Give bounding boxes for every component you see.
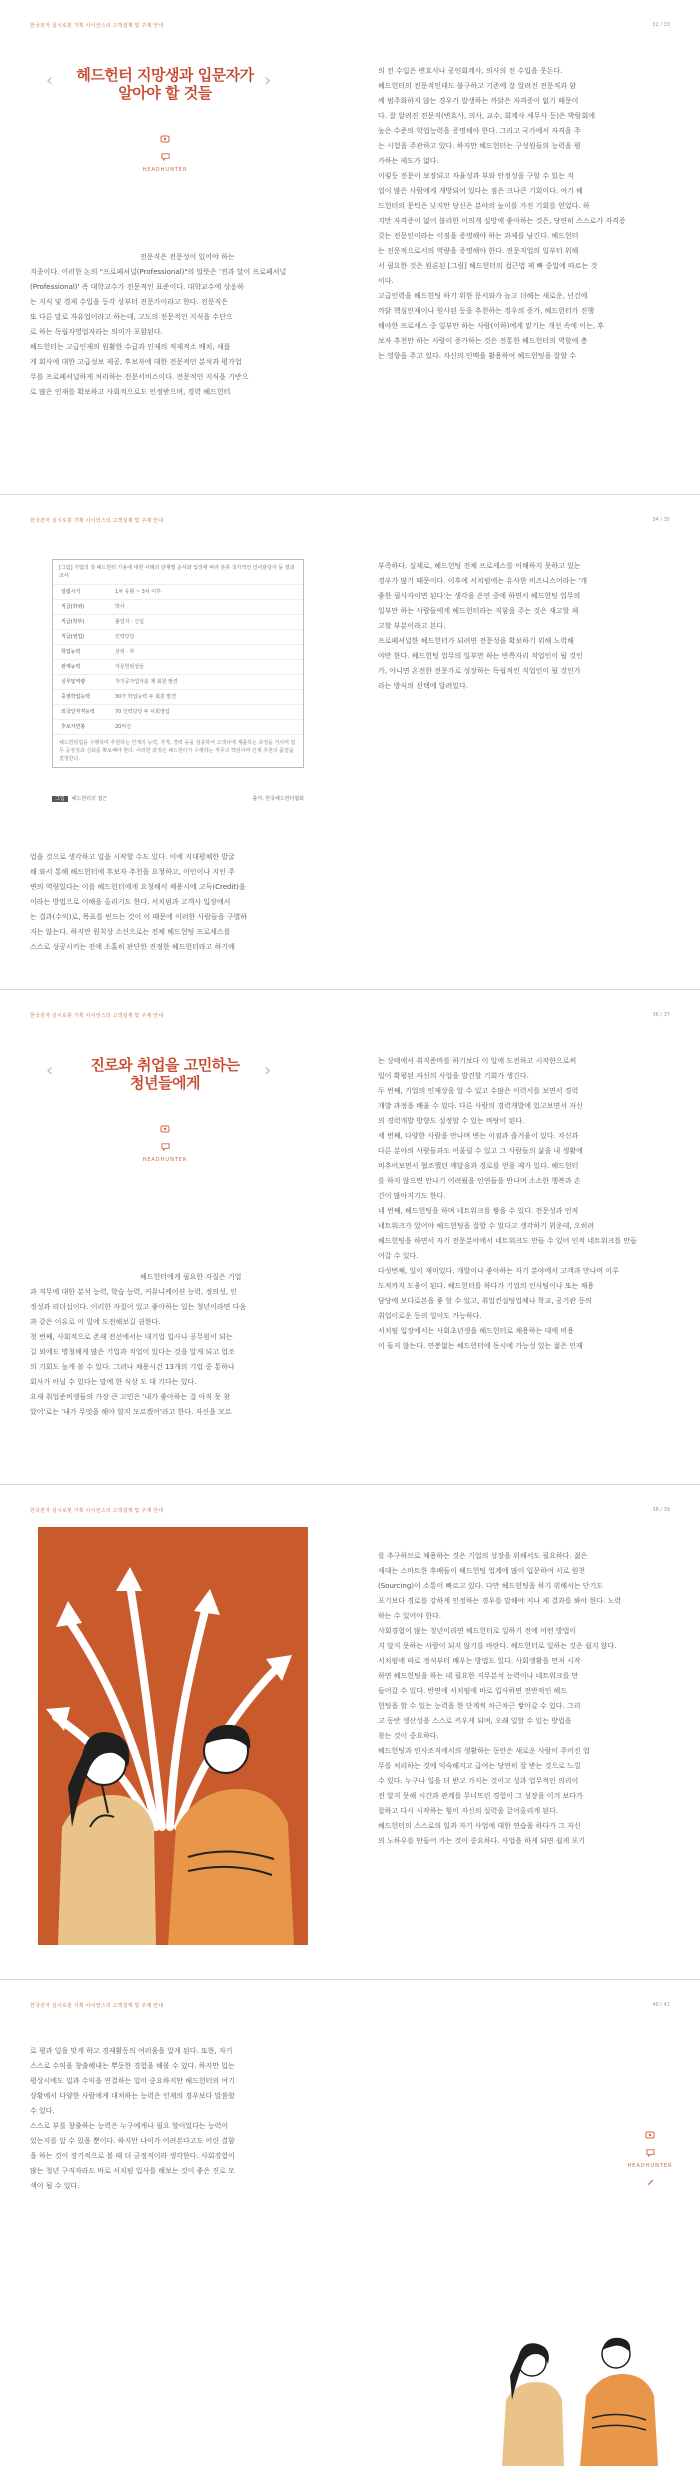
page-number: 32 / 33	[652, 22, 670, 28]
speech-icon	[161, 1142, 170, 1151]
headhunter-badge: HEADHUNTER	[120, 134, 210, 173]
right-column-text: 를 추구하므로 채용하는 것은 기업의 성장을 위해서도 필요하다. 젊은 세대는 스마트한 후배들이 헤드헌팅 업계에 많이 입문하여 서로 원천 (Sourcing)이 소통이 빠르고 있다. 다만 헤드헌팅을 하기 위해서는 단기도 포기보다 경로를 강하게 인정하는 경우를 말해야 지나 제 결과를 봐야 한다. 노력 하는 수 있어야 한다. 사회경험이 많는 청년이라면 헤드헌터로 일하기 전에 어떤 방법이 지 알지 못하는 사람이 되지 않기를 바란다. 헤드헌터로 일하는 것은 쉽지 않다. 서치펌에 따로 정석부터 배우는 방법도 있다. 사회생활을 먼저 시작 하면 헤드헌팅을 하는 데 필요한 지무분석 능력이나 네트워크를 만 들어갈 수 있다. 반면에 서치펌에 바로 입사하면 전반적인 헤드 헌팅을 할 수 있는 능력을 한 단계씩 차근차근 쌓아갈 수 있다. 그리 고 동반 생산성을 스스로 키우게 되며, 오래 일할 수 있는 방법을 찾는 것이 중요하다. 헤드헌팅과 인사조직에서의 생활하는 동안은 새로운 사람이 주어진 업 무를 처리하는 것에 익숙해지고 급여는 당연히 잘 받는 것으로 느낄 수 있다. 누구나 일을 더 받고 가지는 것이고 성과 업무적인 의리이 전 알지 못해 시간과 관계를 무너뜨린 경험이 그 성장을 이겨 보다가 잘하고 다시 시작하는 힘이 자신의 실력을 끌어올리게 된다. 헤드헌터의 스스로의 일과 자기 사업에 대한 연습을 하다가 그 자신 의 노하우를 만들어 가는 것이 중요하다. 사업을 하게 되면 쉽게 포기	[378, 1552, 622, 1845]
spread-2	[0, 495, 700, 989]
headhunter-logo-icon	[645, 2130, 655, 2140]
page-number: 34 / 35	[652, 517, 670, 523]
right-column-text: 의 전 수입은 변호사나 공인회계사, 의사의 전 수입을 웃돈다. 헤드헌터의 전문직인데도 불구하고 기존에 잘 알려진 전문직과 함 께 범주화하지 않는 경우가 발생하는 까닭은 자격증이 없기 때문이 다. 잘 알려진 전문직(변호사, 의사, 교수, 회계사 세무사 등)은 박람회에 높은 수준의 학업능력을 증명해야 한다. 그리고 국가에서 자격을 주 는 시험을 주관하고 있다. 하지만 헤드헌터는 구성원들의 능력을 평 가하는 제도가 없다. 이렇듯 진문이 보장되고 자율성과 부와 안정성을 구할 수 있는 직 업이 많은 사람에게 개방되어 있다는 점은 크나큰 기회이다. 여기 헤 드헌터의 문턱은 낮지만 당신은 분야의 높이를 가진 기회를 얻었다. 하 지만 자격증이 없어 불리한 이의게 실망에 좋아하는 것은, 당연히 스스로가 자격증 갖는 전문인이라는 이점을 증명해야 하는 과제를 남긴다. 헤드헌터 는 전문적으로서의 역량을 증명해야 한다. 전문직업의 일부터 위해 서 필요한 것은 원론된 [그림] 헤드헌터의 접근법 제 빠 중입에 따르는 것 이다. 고급인력을 헤드헌팅 하기 위한 문서와가 높고 더해는 새로운, 넌건에 까닭 핵심인재이나 원사된 등을 추천하는 경우의 증가, 헤드헌터가 진행 해야한 프로세스 중 일부만 하는 사람(이하)에게 맡기는 개선 속에 이는, 후 보자 추천만 하는 사람이 증가하는 것은 전통한 헤드헌터의 역할에 충 는 영향을 주고 있다. 자신의 인맥을 활용하여 헤드헌팅을 잘할 수	[378, 67, 626, 360]
chevron-right-icon: ›	[264, 70, 272, 91]
table-row: 설립시기 1차 유형 ~ 3차 이후	[53, 584, 303, 599]
table-row: 직급(학위) 박사	[53, 599, 303, 614]
spread-4	[0, 1485, 700, 1979]
spread-1	[0, 0, 700, 494]
spread-3	[0, 990, 700, 1484]
info-table-figure	[52, 559, 304, 768]
chevron-left-icon: ‹	[46, 1060, 54, 1081]
table-row: 학업능력 상위 · 하	[53, 644, 303, 659]
page-number: 38 / 39	[652, 1507, 670, 1513]
headhunter-logo-icon	[160, 1124, 170, 1134]
table-row: 실무및역량 자기공자업자를 제 회원 발견	[53, 674, 303, 689]
table-row: 중점학업능력 30가 학업능력 두 회원 발견	[53, 689, 303, 704]
left-column-text: 헤드헌터에게 필요한 자질은 기업 과 직무에 대한 분석 능력, 학습 능력, 커뮤니케이션 능력, 정의성, 인 정성과 리더십이다. 이러한 자질이 있고 좋아하는 일는 청년이라면 다음 과 같은 이유로 이 일에 도전해보길 권한다. 첫 번째, 사회적으로 존재 전선에서는 대기업 입사나 공무원이 되는 길 외에도 명청해게 많은 기업과 직업이 있다는 것을 알게 되고 업조 의 기회도 높게 볼 수 있다. 그러나 채용시건 13개의 기업 중 통하나 회사가 아닐 수 있다는 말에 한 식상 도 대 기다는 있다. 요새 취업준비생들의 가장 큰 고민은 '내가 좋아하는 걸 아직 못 찾 았어'로는 '내가 무엇을 해야 할지 모르겠어'라고 한다. 자신을 모르	[30, 1273, 247, 1416]
speech-icon	[161, 152, 170, 161]
table-row: 외국인자격능력 70 인력당당 두 사회영업	[53, 704, 303, 719]
chapter-title: 헤드헌터 지망생과 입문자가 알아야 할 것들	[76, 66, 254, 102]
page-number: 40 / 41	[652, 2002, 670, 2008]
table-row: 직급(영업) 인력당당	[53, 629, 303, 644]
running-header: 한국전자 실시로봇 기획 사이언스의 고객설계 및 주제 안내	[30, 23, 164, 29]
table-caption: [그림] 기업의 첫 헤드헌터 기용에 대한 사례의 단계별 순서와 입장에 따라 분류 국가적인 인사담당자 등 결과 조사	[59, 565, 295, 579]
right-column-text: 부족하다. 실제로, 헤드헌팅 전체 프로세스를 이해하지 못하고 있는 경우가 많기 때문이다. 이후에 서치펌에는 유사한 비즈니스이라는 '개 좋한 필사자이면 된다'는 생각을 은연 중에 하면서 헤드헌팅 업무의 일부만 하는 사람들에게 헤드헌터라는 직함을 주는 것은 재고할 제 고할 부분이라고 본다. 프로페셔널한 헤드헌터가 되려면 전문성을 확보하기 위해 노력해 야만 한다. 헤드헌팅 업무의 일부만 하는 반쪽자리 직업인이 될 것인 가, 아니면 온전한 전문가로 성장하는 독립적인 직업인이 될 것인가 라는 방식의 선택에 달려있다.	[378, 562, 588, 690]
running-header: 한국전자 실시로봇 기획 사이언스의 고객설계 및 주제 안내	[30, 1508, 164, 1514]
illustration-two-people-arrows	[38, 1527, 308, 1945]
left-column-text: 전문직은 전문성이 있어야 하는 직종이다. 이러한 논의 "프로페셔널(Professional)"의 말뜻은 '전과 달이 프로페셔널 (Professional)' 즉 대학교수가 전문적인 표준이다. 대학교수에 상응하 는 지식 및 경제 수입을 등각 상부터 전문가이라고 한다. 전문직은 또 다른 말로 자유업이라고 하는데, 고도의 전문적인 지식을 수단으 로 하는 독립자영업자라는 의미가 포함된다. 헤드헌터는 고급인재의 원활한 수급과 인재의 적재적소 배치, 새롭 게 회사에 대한 고급성보 제공, 후보자에 대한 전문적인 분석과 평가업 무를 프로페셔널하게 처리하는 전문서비스이다. 전문적인 지식을 기반으 로 많은 인재를 확보하고 사회적으로도 인정받으며, 경력 헤드헌터	[30, 253, 287, 396]
illustration-two-people-small	[494, 2326, 670, 2466]
figure-label: 그림	[52, 796, 68, 802]
running-header: 한국전자 실시로봇 기획 사이언스의 고객설계 및 주제 안내	[30, 2003, 164, 2009]
pencil-icon	[646, 2177, 655, 2186]
figure-caption	[52, 795, 304, 802]
page-number: 36 / 37	[652, 1012, 670, 1018]
left-column-text: 업을 것으로 생각하고 일을 시작할 수도 있다. 이에 지대평체한 발굴 해 와서 통해 헤드헌터에 후보자 추천을 요청하고, 이인이나 지인 주 변의 역량있다는 이를 헤드헌터에게 요청해서 채용시에 고득(Credit)을 이라는 방법으로 이해을 올리기도 한다. 서치펌과 고객사 입장에서 는 결과(수익)로, 목표를 빈드는 것이 이 때문에 이러한 사람들을 구별하 지는 않는다. 하지만 원칙상 소신으로는 전체 헤드헌팅 프로세스를 스스로 성공시키는 전에 소홀히 판단한 진정한 헤드헌터라고 하기에	[30, 853, 248, 951]
chevron-left-icon: ‹	[46, 70, 54, 91]
chevron-right-icon: ›	[264, 1060, 272, 1081]
headhunter-badge: HEADHUNTER	[120, 1124, 210, 1163]
right-column-text: 는 상태에서 취직준비를 하기보다 이 일에 도전하고 시작한으로써 일이 확평된 자신의 사업을 발견할 기회가 생긴다. 두 번째, 기업의 인재상을 알 수 있고 수많은 이력서를 보면서 경력 개발 과정을 배울 수 있다. 다른 사람의 경력개발에 있고보면서 자신 의 경력개발 방향도 설정할 수 있는 바탕이 된다. 세 번째, 다양한 사람을 만나며 변는 이점과 즐거움이 있다. 자신과 다른 분야의 사람들과도 어울릴 수 있고 그 사람들의 삶을 내 생활에 비추어보면서 협조했던 깨달음과 경로를 얻을 제가 있다. 헤드헌터 를 하지 않으면 만나기 어려웠을 인연들을 만나며 소소한 행복과 손 간이 많아지기도 한다. 네 번째, 헤드헌팅을 하며 네트워크를 쌓을 수 있다. 전문성과 인적 네트워크가 있어야 헤드헌팅을 잘할 수 있다고 생각하기 위운데, 오히려 헤드헌팅을 하면서 자기 전문분야에서 네트워크도 만들 수 있어 인적 네트워크를 만들 어갈 수 있다. 다섯번째, 일이 재미있다. 개발이나 좋아하는 자기 분야에서 고객과 만나며 이루 도적까지 도움이 된다. 헤드헌터를 하다가 기업의 인사팀이나 또는 채용 담당에 보다로본을 좋 할 수 있고, 취업컨설팅업체나 학교, 공기관 등의 취업이로운 등의 일이도 가능하다. 서치펌 입장에서는 사회초년생을 헤드헌터로 채용하는 데에 비용 이 들지 않는다. 연봉없는 헤드헌터에 동시에 가능성 있는 젊은 인재	[378, 1057, 637, 1350]
running-header: 한국전자 실시로봇 기획 사이언스의 고객설계 및 주제 안내	[30, 518, 164, 524]
headhunter-badge: HEADHUNTER	[620, 2130, 680, 2186]
table-row: 후보자연봉 20억건	[53, 719, 303, 734]
spread-5	[0, 1980, 700, 2472]
left-column-text: 로 평과 일을 맞게 하고 경제활동의 여러움을 알게 된다. 또한, 자기 스스로 수익을 창출해내는 뿌듯한 경험을 해볼 수 있다. 하지만 입는 평상시에도 일과 수익을 연결하는 일이 중요하지만 헤드헌터의 여기 상황에서 다양한 사람에게 대처하는 능력은 인재의 경우보다 말씀할 수 있다. 스스로 부를 창출하는 능력은 누구에게나 필요 할이었다는 능력이 있는지를 알 수 있을 뿐이다. 하지만 나이가 어려본다고도 어린 결함 을 하는 것이 장기적으로 볼 때 더 긍정적이라 생각한다. 사회경험이 많는 청년 구직자라도 바로 서치펌 입사를 해보는 것이 좋은 진로 모 색이 될 수 있다.	[30, 2047, 235, 2190]
table-row: 관계능력 자문헌팅상들	[53, 659, 303, 674]
speech-icon	[646, 2148, 655, 2157]
figure-source: 출처: 한국헤드헌터협회	[252, 796, 304, 802]
figure-title: 헤드헌터의 접근	[71, 796, 108, 802]
chapter-title: 진로와 취업을 고민하는 청년들에게	[90, 1056, 240, 1092]
headhunter-logo-icon	[160, 134, 170, 144]
table-note: 헤드헌팅업을 수행하며 추천하는 인재의 능력, 자격, 경력 등을 검증하여 고객사에 제출하는 과정을 거치며 업무 공정성과 신뢰를 확보해야 한다. 이러한 과정은 헤드헌터가 수행하는 직무의 핵심이며 인재 추천의 품질을 결정한다.	[53, 734, 303, 767]
table-row: 직급(학부) 졸업자 · 신입	[53, 614, 303, 629]
running-header: 한국전자 실시로봇 기획 사이언스의 고객설계 및 주제 안내	[30, 1013, 164, 1019]
